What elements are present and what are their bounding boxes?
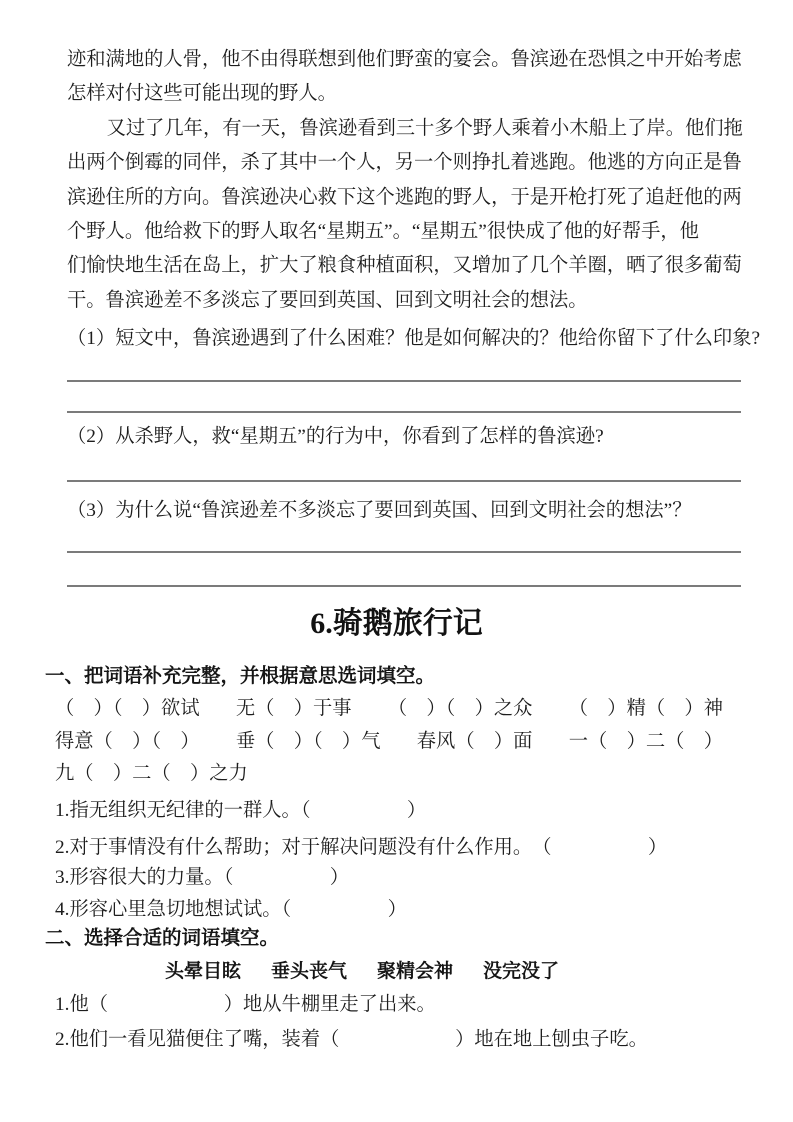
lesson-title: 6.骑鹅旅行记 xyxy=(310,607,483,640)
word-completion-row xyxy=(55,694,723,724)
question-1: （1）短文中，鲁滨逊遇到了什么困难？他是如何解决的？他给你留下了什么印象? xyxy=(67,328,761,349)
word-blank: 一（ ）二（ ） xyxy=(568,731,723,752)
word-bank xyxy=(165,957,765,987)
word-bank-item: 聚精会神 xyxy=(377,961,454,982)
answer-line xyxy=(67,551,741,553)
answer-line xyxy=(67,585,741,587)
section-2-heading: 二、选择合适的词语填空。 xyxy=(45,927,280,949)
answer-line xyxy=(67,480,741,482)
definition-item: 3.形容很大的力量。（ ） xyxy=(55,867,350,888)
reading-passage xyxy=(67,43,747,318)
word-blank: （ ）精（ ）神 xyxy=(568,698,723,719)
word-bank-item: 垂头丧气 xyxy=(271,961,348,982)
section-1-heading: 一、把词语补充完整，并根据意思选词填空。 xyxy=(45,665,436,687)
question-2: （2）从杀野人，救“星期五”的行为中，你看到了怎样的鲁滨逊? xyxy=(67,426,604,447)
question-3: （3）为什么说“鲁滨逊差不多淡忘了要回到英国、回到文明社会的想法”？ xyxy=(67,500,692,521)
passage-line: 们愉快地生活在岛上，扩大了粮食种植面积，又增加了几个羊圈，晒了很多葡萄 xyxy=(67,255,742,277)
word-blank: （ ）（ ）之众 xyxy=(387,698,533,719)
word-bank-item: 没完没了 xyxy=(483,961,560,982)
word-blank: 垂（ ）（ ）气 xyxy=(235,731,381,752)
word-blank: 九（ ）二（ ）之力 xyxy=(55,763,248,784)
passage-line: 出两个倒霉的同伴，杀了其中一个人，另一个则挣扎着逃跑。他逃的方向正是鲁 xyxy=(67,152,742,174)
fill-in-sentence: 1.他（ ）地从牛棚里走了出来。 xyxy=(55,994,436,1015)
fill-in-sentence: 2.他们一看见猫便住了嘴，装着（ ）地在地上刨虫子吃。 xyxy=(55,1029,648,1050)
definition-item: 4.形容心里急切地想试试。（ ） xyxy=(55,899,407,920)
passage-line: 个野人。他给救下的野人取名“星期五”。“星期五”很快成了他的好帮手，他 xyxy=(67,221,699,243)
answer-line xyxy=(67,380,741,382)
definition-item: 1.指无组织无纪律的一群人。（ ） xyxy=(55,800,427,821)
word-blank: 无（ ）于事 xyxy=(235,698,352,719)
word-completion-row xyxy=(55,759,723,789)
word-bank-item: 头晕目眩 xyxy=(165,961,242,982)
answer-line xyxy=(67,411,741,413)
word-blank: 春风（ ）面 xyxy=(416,731,533,752)
passage-line: 迹和满地的人骨，他不由得联想到他们野蛮的宴会。鲁滨逊在恐惧之中开始考虑 xyxy=(67,49,742,70)
word-completion-row xyxy=(55,727,723,757)
passage-line: 又过了几年，有一天，鲁滨逊看到三十多个野人乘着小木船上了岸。他们拖 xyxy=(106,117,743,139)
word-blank: 得意（ ）（ ） xyxy=(55,731,200,752)
definition-item: 2.对于事情没有什么帮助；对于解决问题没有什么作用。 （ ） xyxy=(55,837,668,858)
passage-line: 怎样对付这些可能出现的野人。 xyxy=(67,83,337,105)
passage-line: 滨逊住所的方向。鲁滨逊决心救下这个逃跑的野人，于是开枪打死了追赶他的两 xyxy=(67,186,742,208)
passage-line: 干。鲁滨逊差不多淡忘了要回到英国、回到文明社会的想法。 xyxy=(67,289,588,311)
word-blank: （ ）（ ）欲试 xyxy=(55,698,200,719)
